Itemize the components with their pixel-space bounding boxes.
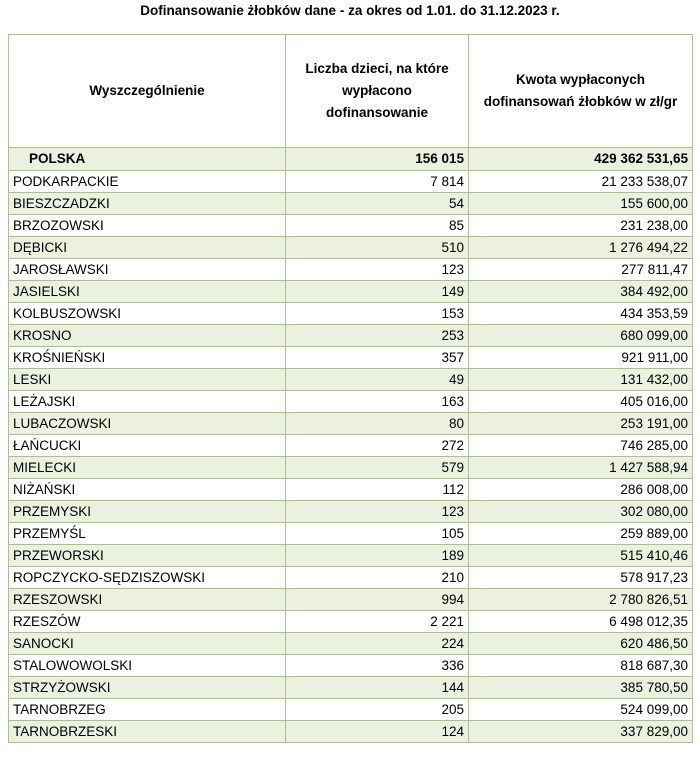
table-row <box>9 501 693 523</box>
table-row <box>9 721 693 743</box>
table-row <box>9 303 693 325</box>
row-amount: 620 486,50 <box>469 633 693 655</box>
row-name: MIELECKI <box>9 457 286 479</box>
column-header-name: Wyszczególnienie <box>9 35 286 148</box>
row-amount: 746 285,00 <box>469 435 693 457</box>
row-name: RZESZOWSKI <box>9 589 286 611</box>
table-row <box>9 699 693 721</box>
row-name: PRZEMYSKI <box>9 501 286 523</box>
table-row <box>9 325 693 347</box>
row-name: ROPCZYCKO-SĘDZISZOWSKI <box>9 567 286 589</box>
row-children: 123 <box>286 259 469 281</box>
table-row <box>9 523 693 545</box>
row-amount: 384 492,00 <box>469 281 693 303</box>
row-name: BIESZCZADZKI <box>9 193 286 215</box>
row-children: 7 814 <box>286 171 469 193</box>
row-amount: 524 099,00 <box>469 699 693 721</box>
table-row <box>9 369 693 391</box>
row-name: NIŻAŃSKI <box>9 479 286 501</box>
row-children: 210 <box>286 567 469 589</box>
row-name: KROŚNIEŃSKI <box>9 347 286 369</box>
table-row <box>9 435 693 457</box>
table-row <box>9 677 693 699</box>
row-amount: 337 829,00 <box>469 721 693 743</box>
row-children: 510 <box>286 237 469 259</box>
row-amount: 680 099,00 <box>469 325 693 347</box>
row-name: JASIELSKI <box>9 281 286 303</box>
row-amount: 6 498 012,35 <box>469 611 693 633</box>
table-row <box>9 457 693 479</box>
row-amount: 1 427 588,94 <box>469 457 693 479</box>
row-amount: 578 917,23 <box>469 567 693 589</box>
row-name: PODKARPACKIE <box>9 171 286 193</box>
total-amount: 429 362 531,65 <box>469 148 693 171</box>
row-name: PRZEMYŚL <box>9 523 286 545</box>
table-row <box>9 567 693 589</box>
row-amount: 405 016,00 <box>469 391 693 413</box>
row-name: ŁAŃCUCKI <box>9 435 286 457</box>
row-name: KROSNO <box>9 325 286 347</box>
row-amount: 515 410,46 <box>469 545 693 567</box>
row-children: 357 <box>286 347 469 369</box>
row-children: 49 <box>286 369 469 391</box>
table-row <box>9 655 693 677</box>
row-name: LESKI <box>9 369 286 391</box>
row-amount: 385 780,50 <box>469 677 693 699</box>
table-row <box>9 611 693 633</box>
row-amount: 302 080,00 <box>469 501 693 523</box>
row-name: LUBACZOWSKI <box>9 413 286 435</box>
row-amount: 434 353,59 <box>469 303 693 325</box>
row-children: 85 <box>286 215 469 237</box>
row-amount: 131 432,00 <box>469 369 693 391</box>
row-children: 253 <box>286 325 469 347</box>
row-amount: 818 687,30 <box>469 655 693 677</box>
row-name: STRZYŻOWSKI <box>9 677 286 699</box>
row-name: JAROSŁAWSKI <box>9 259 286 281</box>
row-children: 105 <box>286 523 469 545</box>
column-header-amount: Kwota wypłaconych dofinansowań żłobków w zł/gr <box>469 35 693 148</box>
row-children: 144 <box>286 677 469 699</box>
table-row <box>9 391 693 413</box>
row-children: 205 <box>286 699 469 721</box>
row-children: 579 <box>286 457 469 479</box>
row-amount: 259 889,00 <box>469 523 693 545</box>
row-children: 994 <box>286 589 469 611</box>
row-amount: 253 191,00 <box>469 413 693 435</box>
row-children: 123 <box>286 501 469 523</box>
table-row <box>9 237 693 259</box>
row-name: STALOWOWOLSKI <box>9 655 286 677</box>
row-amount: 2 780 826,51 <box>469 589 693 611</box>
row-children: 189 <box>286 545 469 567</box>
total-name: POLSKA <box>9 148 286 171</box>
row-amount: 277 811,47 <box>469 259 693 281</box>
row-name: DĘBICKI <box>9 237 286 259</box>
row-children: 272 <box>286 435 469 457</box>
total-children: 156 015 <box>286 148 469 171</box>
row-amount: 286 008,00 <box>469 479 693 501</box>
table-row <box>9 589 693 611</box>
row-children: 153 <box>286 303 469 325</box>
row-name: TARNOBRZEG <box>9 699 286 721</box>
row-amount: 921 911,00 <box>469 347 693 369</box>
row-name: BRZOZOWSKI <box>9 215 286 237</box>
row-children: 54 <box>286 193 469 215</box>
page-title: Dofinansowanie żłobków dane - za okres od 1.01. do 31.12.2023 r. <box>140 3 560 18</box>
row-children: 163 <box>286 391 469 413</box>
table-row <box>9 259 693 281</box>
table-row <box>9 479 693 501</box>
row-children: 2 221 <box>286 611 469 633</box>
row-amount: 231 238,00 <box>469 215 693 237</box>
row-children: 224 <box>286 633 469 655</box>
row-children: 80 <box>286 413 469 435</box>
row-amount: 155 600,00 <box>469 193 693 215</box>
table-row <box>9 281 693 303</box>
table-row <box>9 347 693 369</box>
table-row <box>9 193 693 215</box>
column-header-children: Liczba dzieci, na które wypłacono dofinansowanie <box>286 35 469 148</box>
table-row <box>9 413 693 435</box>
data-table <box>8 34 693 743</box>
row-amount: 21 233 538,07 <box>469 171 693 193</box>
table-row <box>9 171 693 193</box>
row-name: LEŻAJSKI <box>9 391 286 413</box>
table-row <box>9 215 693 237</box>
table-row <box>9 545 693 567</box>
row-name: SANOCKI <box>9 633 286 655</box>
total-row <box>9 148 693 171</box>
row-name: RZESZÓW <box>9 611 286 633</box>
row-children: 124 <box>286 721 469 743</box>
row-name: PRZEWORSKI <box>9 545 286 567</box>
row-name: KOLBUSZOWSKI <box>9 303 286 325</box>
table-row <box>9 633 693 655</box>
row-children: 149 <box>286 281 469 303</box>
row-children: 336 <box>286 655 469 677</box>
row-children: 112 <box>286 479 469 501</box>
row-name: TARNOBRZESKI <box>9 721 286 743</box>
header-row <box>9 35 693 148</box>
row-amount: 1 276 494,22 <box>469 237 693 259</box>
